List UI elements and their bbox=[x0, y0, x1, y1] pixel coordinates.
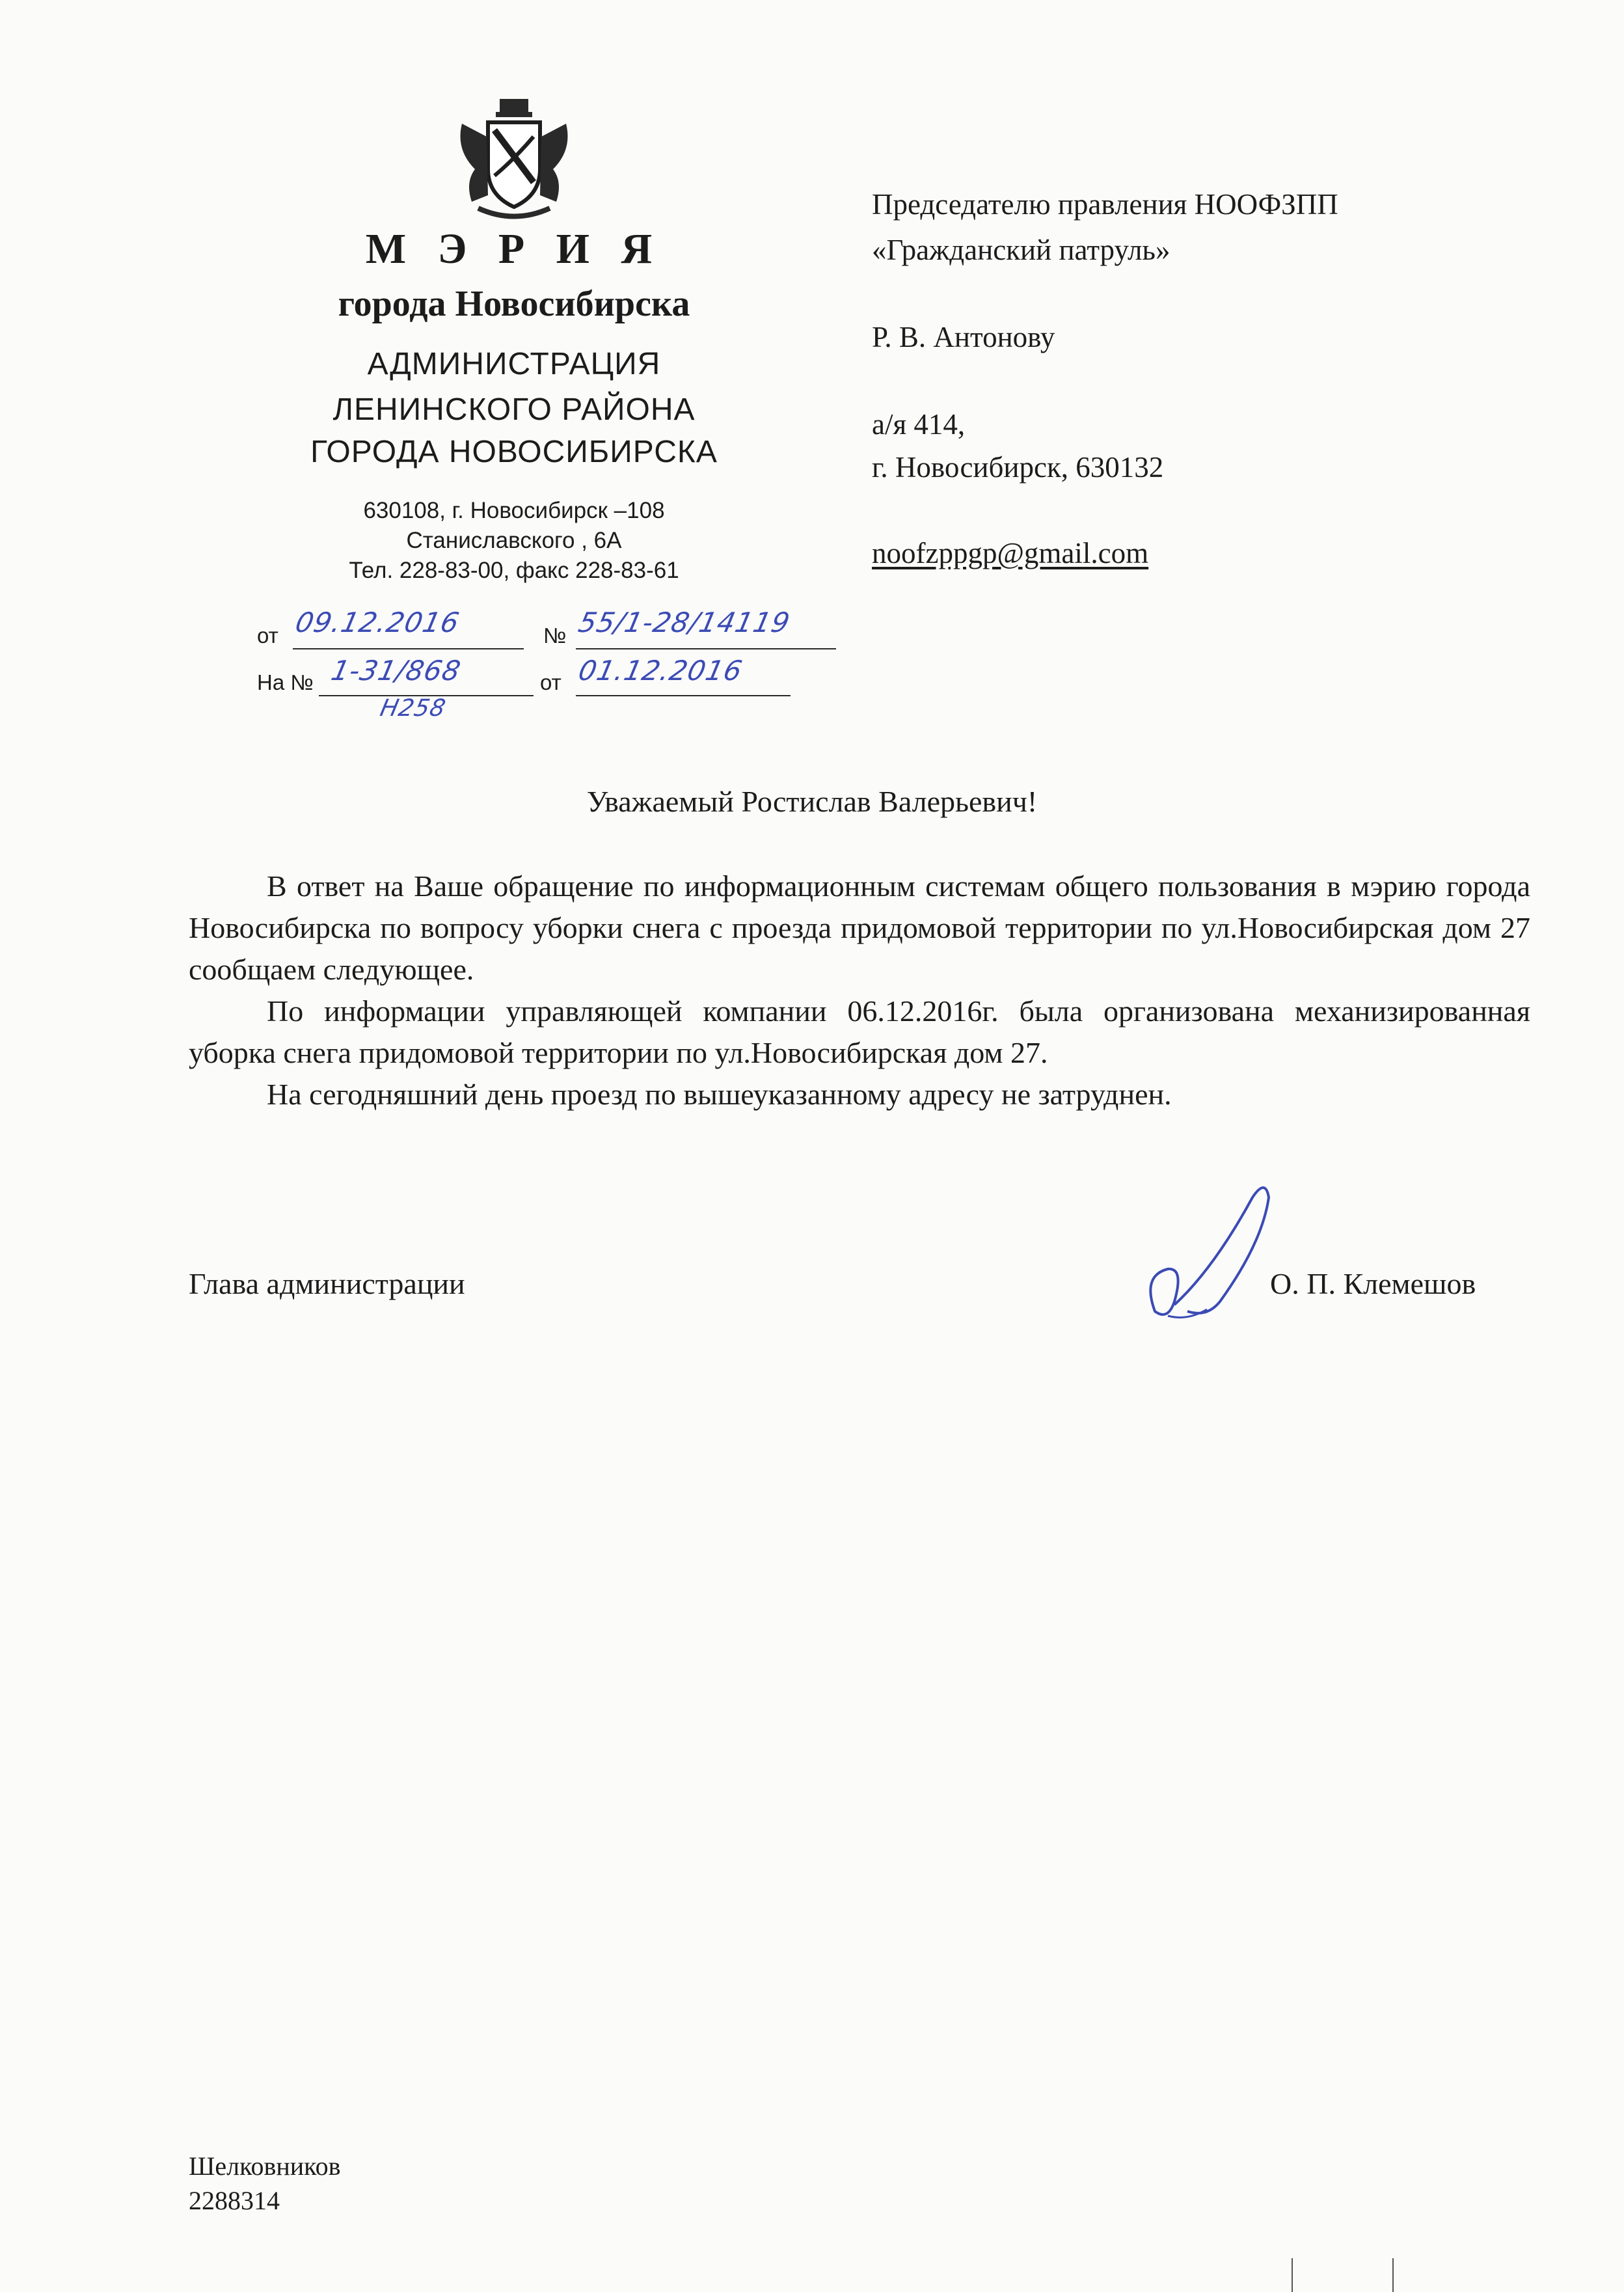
letterhead-address-line: Станиславского , 6А bbox=[406, 528, 622, 553]
incoming-number: 1-31/868 bbox=[328, 655, 464, 687]
scan-edge-mark bbox=[1392, 2258, 1394, 2292]
letter-paragraph: На сегодняшний день проезд по вышеуказанному адресу не затруднен. bbox=[267, 1078, 1172, 1111]
handwritten-signature-icon bbox=[1129, 1171, 1311, 1334]
letter-paragraph: По информации управляющей компании 06.12.2016г. была организована механизированная уборка снега придомовой территории по ул.Новосибирская дом 27. bbox=[189, 994, 1530, 1069]
letter-greeting: Уважаемый Ростислав Валерьевич! bbox=[586, 785, 1038, 818]
outgoing-number: 55/1-28/14119 bbox=[575, 607, 793, 638]
number-label: № bbox=[543, 623, 567, 648]
outgoing-date: 09.12.2016 bbox=[292, 607, 463, 638]
letterhead-city: города Новосибирска bbox=[338, 284, 690, 324]
letter-paragraph: В ответ на Ваше обращение по информационным системам общего пользования в мэрию города Новосибирска по вопросу уборки снега с проезда придомовой территории по ул.Новосибирская дом 27 сообщаем следующее. bbox=[189, 869, 1530, 986]
incoming-date-label: от bbox=[540, 670, 562, 694]
in-reply-label: На № bbox=[257, 670, 314, 694]
letterhead-address-line: Тел. 228-83-00, факс 228-83-61 bbox=[349, 558, 679, 583]
executor-name: Шелковников bbox=[189, 2151, 341, 2181]
letterhead-meria: М Э Р И Я bbox=[365, 225, 663, 273]
addressee-po-box: а/я 414, bbox=[872, 408, 966, 441]
from-date-label: от bbox=[257, 623, 278, 648]
addressee-email: noofzppgp@gmail.com bbox=[872, 537, 1149, 569]
scan-edge-mark bbox=[1292, 2258, 1293, 2292]
letter-body bbox=[189, 866, 1530, 1115]
letterhead-admin-line: АДМИНИСТРАЦИЯ bbox=[367, 347, 661, 381]
incoming-date: 01.12.2016 bbox=[575, 655, 746, 687]
letterhead-admin-line: ГОРОДА НОВОСИБИРСКА bbox=[310, 435, 718, 469]
letterhead-admin-line: ЛЕНИНСКОГО РАЙОНА bbox=[332, 392, 696, 427]
incoming-note: Н258 bbox=[377, 695, 449, 722]
addressee-city: г. Новосибирск, 630132 bbox=[872, 451, 1164, 484]
signatory-name: О. П. Клемешов bbox=[1270, 1267, 1476, 1300]
signatory-position: Глава администрации bbox=[189, 1267, 465, 1300]
coat-of-arms-icon bbox=[449, 98, 579, 221]
letterhead-address-line: 630108, г. Новосибирск –108 bbox=[363, 498, 665, 523]
executor-phone: 2288314 bbox=[189, 2186, 280, 2215]
addressee-line: Председателю правления НООФЗПП bbox=[872, 188, 1338, 221]
addressee-org: «Гражданский патруль» bbox=[872, 234, 1171, 266]
addressee-name: Р. В. Антонову bbox=[872, 321, 1055, 353]
